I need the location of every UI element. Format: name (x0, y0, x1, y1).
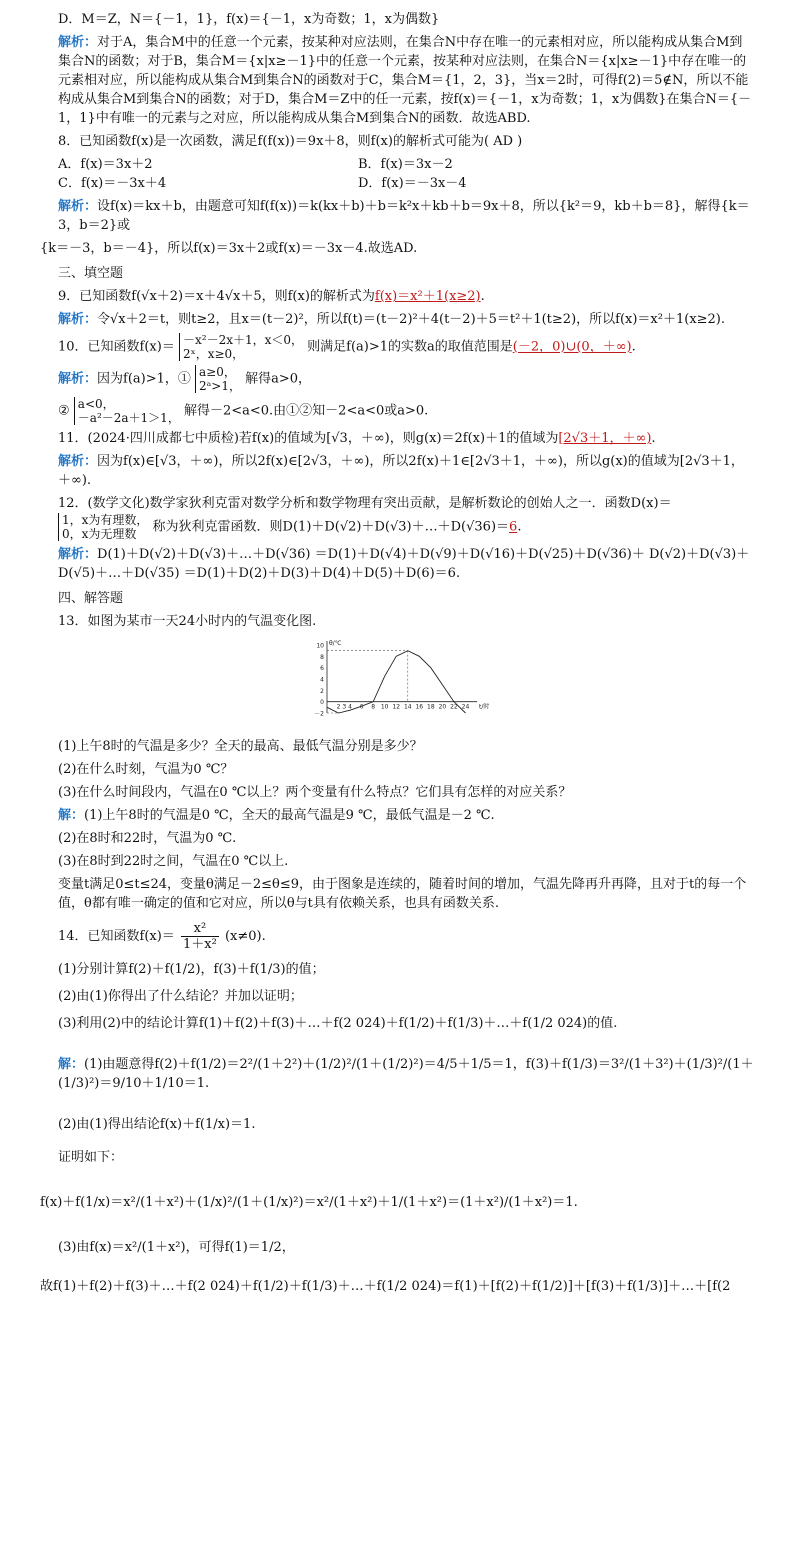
q14-answer-1 (40, 1055, 754, 1093)
q8-stem-end: ) (517, 134, 523, 149)
q8-option-c: C．f(x)＝－3x＋4 (58, 176, 167, 191)
q9-explain-text: 令√x＋2＝t，则t≥2，且x＝(t－2)²，所以f(t)＝(t－2)²＋4(t－2)＋5＝t²＋1(t≥2)，所以f(x)＝x²＋1(x≥2). (97, 312, 726, 327)
q8-option-b: B．f(x)＝3x－2 (358, 157, 453, 172)
q7-explanation (40, 33, 754, 128)
q14-sub1: (1)分别计算f(2)＋f(1/2)，f(3)＋f(1/3)的值； (58, 962, 325, 977)
q13-sub3: (3)在什么时间段内，气温在0 ℃以上？两个变量有什么特点？它们具有怎样的对应关系？ (58, 785, 572, 800)
y-tick-label: －2 (314, 710, 324, 718)
q10-piece-1: －x²－2x＋1，x＜0， (182, 333, 304, 347)
y-tick-label: 10 (316, 642, 324, 650)
x-tick-label: 4 (348, 703, 352, 711)
x-tick-label: 24 (461, 703, 470, 711)
explain-label: 解析： (58, 312, 98, 327)
q14-ans1-text: (1)由题意得f(2)＋f(1/2)＝2²/(1＋2²)＋(1/2)²/(1＋(1/2)²)＝4/5＋1/5＝1，f(3)＋f(1/3)＝3²/(1＋3²)＋(1/3)²/(1＋(1/3)²)＝9/10＋1/10＝1. (58, 1057, 754, 1091)
q8-option-a: A．f(x)＝3x＋2 (58, 157, 153, 172)
q8-explain-text-1: 设f(x)＝kx＋b，由题意可知f(f(x))＝k(kx＋b)＋b＝k²x＋kb＋b＝9x＋8，所以{k²＝9，kb＋b＝8}，解得{k＝3，b＝2}或 (58, 199, 750, 233)
x-tick-label: 16 (415, 703, 424, 711)
explain-label: 解析： (58, 371, 98, 387)
q13-answer-4: 变量t满足0≤t≤24，变量θ满足－2≤θ≤9，由于图象是连续的，随着时间的增加，气温先降再升再降，且对于t的每一个值，θ都有唯一确定的值和它对应，所以θ与t具有依赖关系，也具有函数关系. (58, 877, 747, 911)
x-tick-label: 8 (371, 703, 376, 711)
temperature-chart (40, 637, 754, 731)
explain-label: 解析： (58, 547, 98, 562)
q10-explain-d: 解得－2<a<0.由①②知－2<a<0或a>0. (183, 403, 429, 419)
q13-sub1: (1)上午8时的气温是多少？全天的最高、最低气温分别是多少？ (58, 739, 423, 754)
q13-sub2: (2)在什么时刻，气温为0 ℃？ (58, 762, 234, 777)
q7-option-d: D．M＝Z，N＝{－1，1}，f(x)＝{－1，x为奇数；1，x为偶数} (58, 12, 440, 27)
x-tick-label: 22 (450, 703, 458, 711)
x-tick-label: 14 (403, 703, 412, 711)
y-tick-label: 2 (320, 687, 324, 695)
q9-stem-end: . (480, 289, 485, 304)
temperature-chart-svg (297, 637, 497, 725)
solve-label: 解： (58, 1057, 85, 1072)
q10-stem-a: 10．已知函数f(x)＝ (58, 339, 175, 355)
x-tick-label: 10 (380, 703, 389, 711)
q13-stem: 13．如图为某市一天24小时内的气温变化图. (58, 614, 317, 629)
q14-stem-a: 14．已知函数f(x)＝ (58, 929, 175, 944)
x-tick-label: 20 (438, 703, 447, 711)
y-tick-label: 6 (320, 665, 324, 673)
q10-explain-c: ② (58, 403, 70, 419)
q10-explanation-2 (40, 397, 754, 425)
q14-sub3: (3)利用(2)中的结论计算f(1)＋f(2)＋f(3)＋…＋f(2 024)＋f(1/2)＋f(1/3)＋…＋f(1/2 024)的值. (58, 1016, 618, 1031)
q8-stem (40, 132, 754, 151)
q9-stem-text: 9．已知函数f(√x＋2)＝x＋4√x＋5，则f(x)的解析式为 (58, 289, 375, 304)
y-tick-label: 0 (320, 699, 324, 707)
q10-case-2 (74, 397, 180, 425)
explain-label: 解析： (58, 454, 98, 469)
x-tick-label: 3 (342, 703, 347, 711)
section-fill-blank: 三、填空题 (58, 266, 124, 281)
q12-answer: 6 (509, 519, 518, 535)
q7-explain-text: 对于A，集合M中的任意一个元素，按某种对应法则，在集合N中存在唯一的元素相对应，所以能构成从集合M到集合N的函数；对于B，集合M＝{x|x≥－1}中的任意一个元素，按某种对应法则，在集合N＝{x|x≥－1}中存在唯一的元素相对应，所以能构成从集合M到集合N的函数对于C，集合M＝{1，2，3}，当x＝2时，可得f(2)＝5∉N，所以不能构成从集合M到集合N的函数；对于D，集合M＝Z中的任一元素，按f(x)＝{－1，x为奇数；1，x为偶数}在集合N＝{－1，1}中有唯一的元素与之对应，所以能构成从集合M到集合N的函数．故选ABD. (58, 35, 752, 126)
q10-explanation-1 (40, 365, 754, 393)
q14-proof: f(x)＋f(1/x)＝x²/(1＋x²)＋(1/x)²/(1＋(1/x)²)＝x²/(1＋x²)＋1/(1＋x²)＝(1＋x²)/(1＋x²)＝1. (40, 1195, 578, 1210)
q11-stem-end: . (651, 431, 656, 446)
q13-answer-2: (2)在8时和22时，气温为0 ℃. (58, 831, 237, 846)
q13-answer-3: (3)在8时到22时之间，气温在0 ℃以上. (58, 854, 289, 869)
q12-stem-b: 称为狄利克雷函数．则D(1)＋D(√2)＋D(√3)＋…＋D(√36)＝ (152, 519, 510, 535)
q11-answer: [2√3＋1，＋∞) (558, 431, 652, 446)
q8-options (40, 155, 754, 193)
q14-stem-b: (x≠0). (224, 929, 266, 944)
q12-piece-2: 0，x为无理数 (62, 527, 137, 541)
q14-function-fraction: $\frac{\text{x²}}{\text{1＋x²}}$ (182, 921, 217, 952)
q8-stem-text: 8．已知函数f(x)是一次函数，满足f(f(x))＝9x＋8，则f(x)的解析式可能为( (58, 134, 490, 149)
q8-option-d: D．f(x)＝－3x－4 (358, 176, 467, 191)
q10-stem-end: . (631, 339, 636, 355)
explain-label: 解析： (58, 199, 98, 214)
explain-label: 解析： (58, 35, 98, 50)
q14-answer-3: (3)由f(x)＝x²/(1＋x²)，可得f(1)＝1/2， (58, 1240, 295, 1255)
q10-case-1-line-1: a≥0， (199, 365, 236, 379)
q10-explain-b: 解得a>0， (245, 371, 312, 387)
x-tick-label: 2 (336, 703, 341, 711)
q14-answer-3b: 故f(1)＋f(2)＋f(3)＋…＋f(2 024)＋f(1/2)＋f(1/3)＋…＋f(1/2 024)＝f(1)＋[f(2)＋f(1/2)]＋[f(3)＋f(1/3)]＋…＋[f(2 (40, 1279, 731, 1294)
q12-stem-end: . (517, 519, 522, 535)
q11-stem-text: 11．(2024·四川成都七中质检)若f(x)的值域为[√3，＋∞)，则g(x)＝2f(x)＋1的值域为 (58, 431, 559, 446)
q10-stem (40, 333, 754, 361)
x-tick-label: 12 (392, 703, 401, 711)
q12-piece-1: 1，x为有理数， (62, 513, 149, 527)
x-axis-label: t/时 (479, 703, 490, 711)
q14-stem (40, 921, 754, 952)
q8-explanation (40, 197, 754, 235)
q12-explain-text: D(1)＋D(√2)＋D(√3)＋…＋D(√36) ＝D(1)＋D(√4)＋D(√9)＋D(√16)＋D(√25)＋D(√36)＋ D(√2)＋D(√3)＋D(√5)＋…＋D(√35) ＝D(1)＋D(2)＋D(3)＋D(4)＋D(5)＋D(6)＝6. (58, 547, 750, 581)
q14-answer-2: (2)由(1)得出结论f(x)＋f(1/x)＝1. (58, 1117, 256, 1132)
x-tick-label: 6 (359, 703, 364, 711)
q11-explain-text: 因为f(x)∈[√3，＋∞)，所以2f(x)∈[2√3，＋∞)，所以2f(x)＋1∈[2√3＋1，＋∞)，所以g(x)的值域为[2√3＋1，＋∞). (58, 454, 744, 488)
q10-case-2-line-1: a<0， (77, 397, 115, 411)
solve-label: 解： (58, 808, 85, 823)
q13-ans1-text: (1)上午8时的气温是0 ℃，全天的最高气温是9 ℃，最低气温是－2 ℃. (84, 808, 495, 823)
q10-case-1 (195, 365, 241, 393)
q10-case-2-line-2: －a²－2a＋1＞1， (77, 411, 180, 425)
q14-sub2: (2)由(1)你得出了什么结论？并加以证明； (58, 989, 303, 1004)
q10-answer: (－2，0)∪(0，＋∞) (512, 339, 632, 355)
q8-explain-text-2: {k＝－3，b＝－4}，所以f(x)＝3x＋2或f(x)＝－3x－4.故选AD. (40, 241, 418, 256)
y-tick-label: 8 (320, 653, 324, 661)
section-solve: 四、解答题 (58, 591, 124, 606)
q10-piece-2: 2ˣ，x≥0， (182, 347, 245, 361)
y-axis-label: θ/℃ (329, 640, 342, 647)
q13-answer-1 (40, 806, 754, 825)
q10-stem-b: 则满足f(a)>1的实数a的取值范围是 (307, 339, 513, 355)
y-tick-label: 4 (320, 676, 324, 684)
q10-piecewise (179, 333, 303, 361)
q12-stem-a: 12．(数学文化)数学家狄利克雷对数学分析和数学物理有突出贡献，是解析数论的创始人之一．函数D(x)＝ (58, 496, 672, 511)
q12-piecewise (58, 513, 148, 541)
q12-stem (40, 494, 754, 541)
q14-proof-label: 证明如下： (58, 1150, 124, 1165)
q12-explanation (40, 545, 754, 583)
q8-answer: AD (493, 134, 513, 149)
x-tick-label: 18 (427, 703, 435, 711)
q9-answer: f(x)＝x²＋1(x≥2) (374, 289, 481, 304)
q9-stem (40, 287, 754, 306)
q11-stem (40, 429, 754, 448)
q11-explanation (40, 452, 754, 490)
q10-case-1-line-2: 2ᵃ>1， (199, 379, 241, 393)
q9-explanation (40, 310, 754, 329)
q10-explain-a: 因为f(a)>1，① (97, 371, 191, 387)
